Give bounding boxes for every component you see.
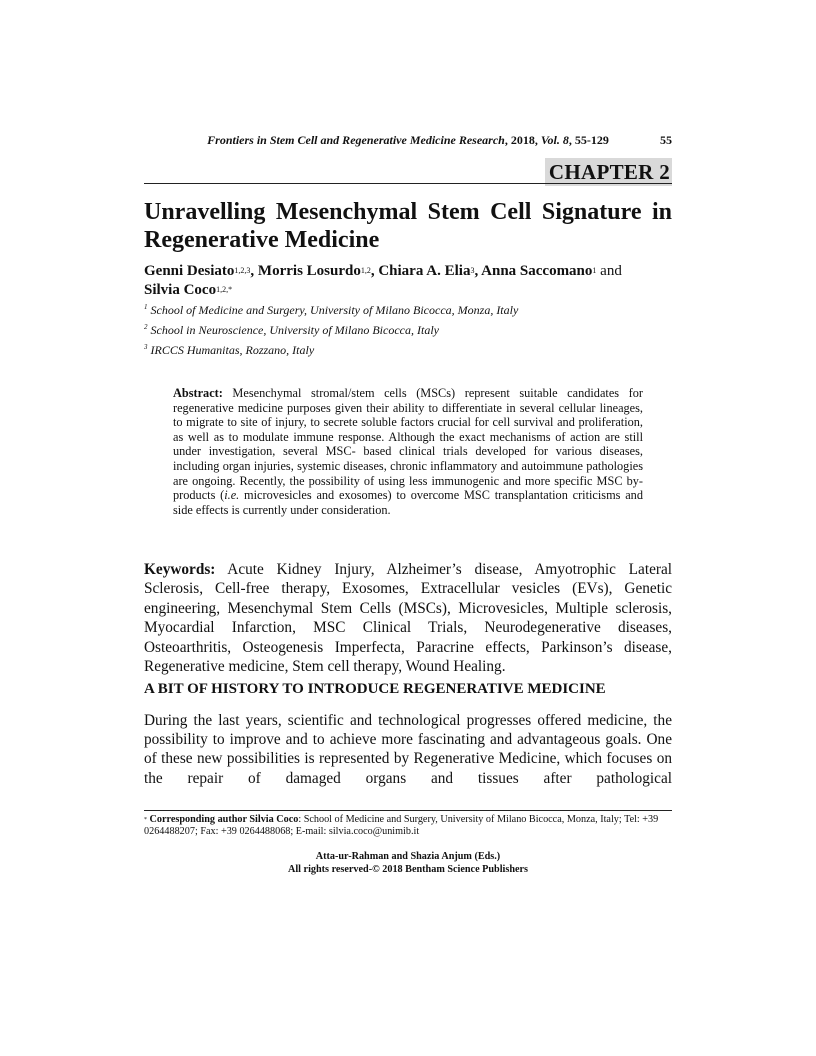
- journal-volume: Vol. 8: [540, 133, 569, 147]
- author-name: Anna Saccomano: [481, 263, 593, 279]
- affiliation-text: IRCCS Humanitas, Rozzano, Italy: [150, 343, 315, 357]
- chapter-divider: [144, 183, 672, 184]
- chapter-label: CHAPTER 2: [545, 158, 672, 186]
- author-name: Chiara A. Elia: [378, 263, 471, 279]
- author-separator: ,: [370, 263, 379, 279]
- author-separator: ,: [474, 263, 482, 279]
- affiliation-sup: 3: [144, 343, 148, 351]
- author-conjunction: and: [600, 263, 622, 279]
- affiliation-text: School of Medicine and Surgery, University of Milano Bicocca, Monza, Italy: [150, 303, 519, 317]
- keywords-label: Keywords:: [144, 561, 216, 578]
- footnote-label: Corresponding author Silvia Coco: [147, 814, 299, 825]
- body-paragraph: During the last years, scientific and technological progresses offered medicine, the possibility to improve and to achieve more fascinating and advantageous goals. One of these new possibilities is represented by Regenerative Medicine, which focuses on the repair of damaged organs and tissues after pathological: [144, 712, 672, 787]
- author-separator: ,: [250, 263, 258, 279]
- author-name: Morris Losurdo: [257, 263, 361, 279]
- footnote-text: : School of Medicine and Surgery, University of Milano Bicocca, Monza, Italy; Tel: +39 0264488207; Fax: +39 0264488068; E-mail: silvia.coco@unimib.it: [144, 814, 659, 838]
- footnote-divider: [144, 810, 672, 811]
- author-affil-sup: 3: [470, 266, 475, 275]
- author-affil-sup: 1,2,3: [234, 266, 251, 275]
- affiliation-text: School in Neuroscience, University of Milano Bicocca, Italy: [150, 323, 439, 337]
- affiliation: [144, 323, 439, 338]
- publisher-editors: Atta-ur-Rahman and Shazia Anjum (Eds.): [315, 851, 501, 862]
- footnote: [144, 814, 672, 839]
- keywords-text: Acute Kidney Injury, Alzheimer’s disease, Amyotrophic Lateral Sclerosis, Cell-free therapy, Exosomes, Extracellular vesicles (EVs), Genetic engineering, Mesenchymal Stem Cells (MSCs), Microvesicles, Multiple sclerosis, Myocardial Infarction, MSC Clinical Trials, Neurodegenerative diseases, Osteoarthritis, Osteogenesis Imperfecta, Paracrine effects, Parkinson’s disease, Regenerative medicine, Stem cell therapy, Wound Healing.: [144, 561, 672, 676]
- paper-title: Unravelling Mesenchymal Stem Cell Signature in Regenerative Medicine: [144, 199, 672, 253]
- author-affil-sup: 1: [592, 266, 597, 275]
- abstract-italic: i.e.: [224, 488, 240, 503]
- keywords: [144, 560, 672, 676]
- journal-pages: , 55-129: [568, 133, 609, 147]
- journal-year: , 2018,: [504, 133, 541, 147]
- affiliation-sup: 2: [144, 323, 148, 331]
- affiliation: [144, 343, 314, 358]
- publisher-rights: All rights reserved-© 2018 Bentham Science Publishers: [287, 863, 529, 875]
- abstract-text-end: microvesicles and exosomes) to overcome MSC transplantation criticisms and side effects is currently under consideration.: [173, 488, 643, 517]
- page-number: 55: [660, 133, 672, 147]
- journal-name: Frontiers in Stem Cell and Regenerative Medicine Research: [207, 133, 505, 147]
- author-list: [144, 262, 672, 300]
- affiliation-sup: 1: [144, 303, 148, 311]
- author-affil-sup: 1,2: [360, 266, 371, 275]
- abstract: [173, 386, 643, 517]
- abstract-label: Abstract:: [173, 386, 223, 400]
- author-name: Genni Desiato: [144, 263, 235, 279]
- affiliation: [144, 303, 518, 318]
- author-name: Silvia Coco: [144, 282, 217, 298]
- publisher-info: [144, 851, 672, 876]
- running-header: [144, 133, 672, 148]
- footnote-marker: *: [144, 817, 147, 823]
- section-heading: A BIT OF HISTORY TO INTRODUCE REGENERATIVE MEDICINE: [144, 681, 606, 697]
- author-affil-sup: 1,2,*: [216, 285, 233, 294]
- abstract-text: Mesenchymal stromal/stem cells (MSCs) represent suitable candidates for regenerative medicine purposes given their ability to differentiate in several cellular lineages, to migrate to site of injury, to secrete soluble factors crucial for cell survival and proliferation, as well as to modulate immune response. Although the exact mechanisms of action are still under investigation, several MSC- based clinical trials developed for various diseases, including organ injuries, systemic diseases, chronic inflammatory and autoimmune pathologies are ongoing. Recently, the possibility of using less immunogenic and more specific MSC by-products (: [173, 386, 643, 503]
